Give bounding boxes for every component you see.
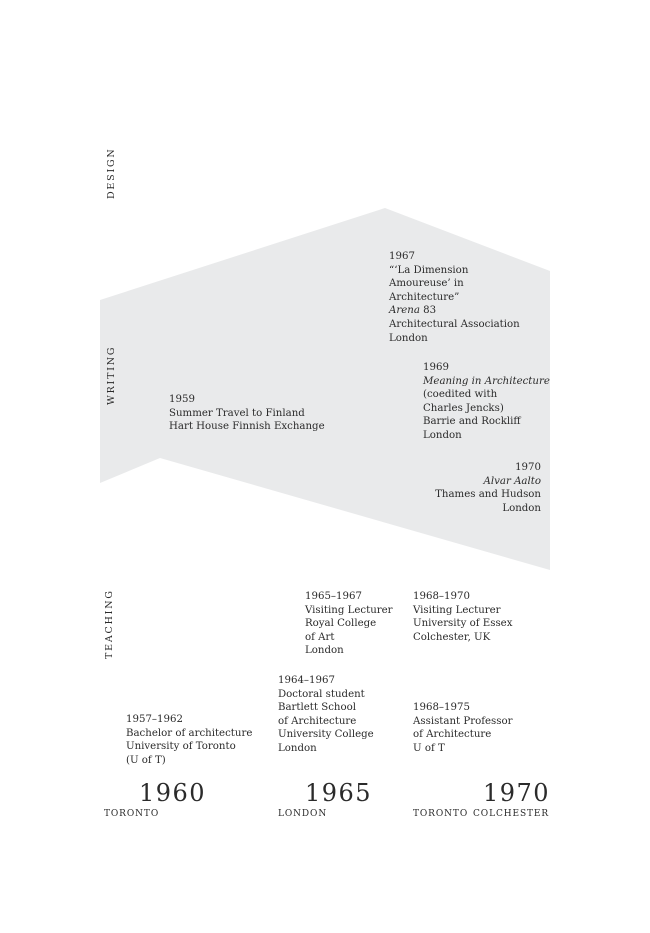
entry-line: Alvar Aalto xyxy=(483,475,541,487)
entry-line: London xyxy=(423,429,462,441)
entry-line: Doctoral student xyxy=(278,688,365,700)
entry-line: Architectural Association xyxy=(389,318,520,330)
entry-line: Colchester, UK xyxy=(413,631,491,643)
entry-line: “‘La Dimension xyxy=(389,264,469,276)
place-london-1965: LONDON xyxy=(278,809,328,819)
entry-line: University of Essex xyxy=(413,618,513,630)
entry-line: Royal College xyxy=(305,618,377,630)
entry-line: 1957–1962 xyxy=(126,714,183,725)
category-design: DESIGN xyxy=(106,147,117,199)
entry-line: 1965–1967 xyxy=(305,591,362,602)
entry-line: University College xyxy=(278,729,374,741)
entry-line: 1969 xyxy=(423,362,449,373)
entry-line: Architecture” xyxy=(389,291,460,303)
entry-line: Amoureuse’ in xyxy=(389,278,464,290)
teaching-entry-1965 xyxy=(305,590,393,658)
entry-line: University of Toronto xyxy=(126,741,236,753)
entry-line: (U of T) xyxy=(126,754,166,766)
writing-entry-1959 xyxy=(169,393,325,434)
entry-line: Bachelor of architecture xyxy=(126,727,253,739)
teaching-entry-1964 xyxy=(278,674,374,756)
place-toronto-1970: TORONTO xyxy=(413,809,469,819)
category-writing: WRITING xyxy=(106,345,117,405)
teaching-entry-1957 xyxy=(126,713,252,767)
writing-entry-1967 xyxy=(389,250,520,345)
entry-line: London xyxy=(278,742,317,754)
category-teaching: TEACHING xyxy=(104,589,115,659)
entry-line: Bartlett School xyxy=(278,702,357,714)
year-1965: 1965 xyxy=(305,779,373,807)
entry-line: U of T xyxy=(413,742,445,754)
entry-line: Barrie and Rockliff xyxy=(423,416,521,428)
entry-line: of Architecture xyxy=(278,715,357,727)
writing-entry-1970 xyxy=(435,461,541,515)
entry-line: of Architecture xyxy=(413,729,492,741)
teaching-entry-1968-1975 xyxy=(413,701,512,755)
place-colchester-1970: COLCHESTER xyxy=(473,809,550,819)
entry-line: 1968–1970 xyxy=(413,591,470,602)
place-toronto-1960: TORONTO xyxy=(104,809,160,819)
entry-line: London xyxy=(305,645,344,657)
entry-line: 1959 xyxy=(169,394,195,405)
entry-line: London xyxy=(502,502,541,514)
entry-line: Visiting Lecturer xyxy=(413,604,501,616)
entry-line: Assistant Professor xyxy=(413,715,513,727)
entry-line: 1970 xyxy=(515,462,541,473)
entry-line: 1967 xyxy=(389,251,415,262)
entry-line: 1968–1975 xyxy=(413,702,470,713)
year-1960: 1960 xyxy=(139,779,207,807)
teaching-entry-1968-1970 xyxy=(413,590,512,644)
entry-line: Thames and Hudson xyxy=(435,489,541,501)
writing-entry-1969 xyxy=(423,361,550,443)
entry-line: London xyxy=(389,332,428,344)
entry-line: Visiting Lecturer xyxy=(305,604,393,616)
entry-line: Charles Jencks) xyxy=(423,402,504,414)
year-1970: 1970 xyxy=(483,779,551,807)
entry-line: (coedited with xyxy=(423,389,498,401)
entry-line: Meaning in Architecture xyxy=(423,375,550,387)
entry-line: Hart House Finnish Exchange xyxy=(169,421,325,433)
entry-line: Summer Travel to Finland xyxy=(169,407,305,419)
entry-line: Arena 83 xyxy=(389,305,437,317)
entry-line: of Art xyxy=(305,631,335,643)
entry-line: 1964–1967 xyxy=(278,675,335,686)
